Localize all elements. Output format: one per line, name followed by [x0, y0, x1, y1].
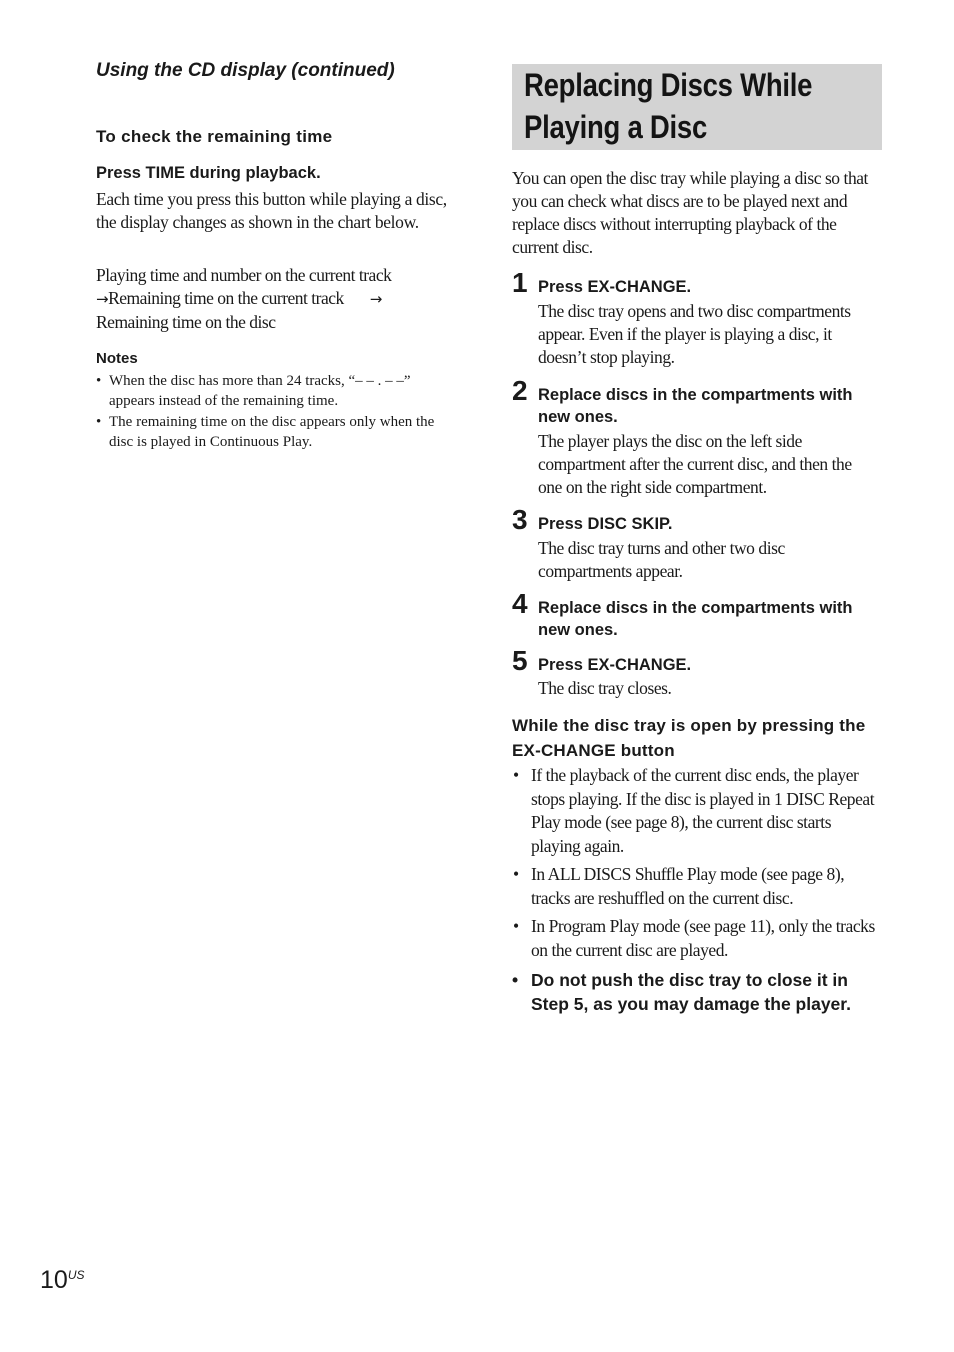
step-label: Press EX-CHANGE.: [538, 656, 692, 674]
step-label: Press DISC SKIP.: [538, 515, 673, 533]
chart-line-2-text: Remaining time on the current track: [108, 288, 344, 308]
bullet-item: [512, 863, 882, 910]
notes-heading: Notes: [96, 350, 138, 367]
page-number: [40, 1266, 84, 1295]
bullet-icon: •: [513, 916, 519, 936]
arrow-right-icon: →: [369, 290, 382, 308]
section-title-box: [512, 64, 882, 150]
note-item: [96, 372, 458, 411]
bullet-text: In Program Play mode (see page 11), only the tracks on the current disc are played.: [531, 916, 875, 960]
chart-line-1: Playing time and number on the current track: [96, 265, 392, 285]
step-number: 2: [512, 375, 528, 406]
step-number: 3: [512, 504, 528, 535]
page-number-suffix: US: [67, 1268, 85, 1282]
bullet-text: If the playback of the current disc ends, the player stops playing. If the disc is played in 1 DISC Repeat Play mode (see page 8), the current disc starts playing again.: [531, 765, 875, 856]
bullet-icon: •: [513, 864, 519, 884]
subheading-tray-open: While the disc tray is open by pressing the EX-CHANGE button: [512, 716, 866, 760]
chart-line-2: [96, 287, 456, 311]
notes-list: [96, 372, 458, 454]
step-number: 4: [512, 588, 528, 619]
step-number: 5: [512, 645, 528, 676]
bullet-icon: •: [512, 970, 519, 990]
note-text: The remaining time on the disc appears only when the disc is played in Continuous Play.: [109, 414, 435, 450]
bullet-icon: •: [513, 765, 519, 785]
instruction-press-time: Press TIME during playback.: [96, 164, 321, 182]
step-text: The disc tray closes.: [538, 678, 672, 698]
paragraph-display-changes: Each time you press this button while playing a disc, the display changes as shown in the chart below.: [96, 189, 447, 232]
bullet-icon: •: [96, 414, 102, 430]
note-text: When the disc has more than 24 tracks, “– – . – –” appears instead of the remaining time.: [109, 373, 411, 409]
section-header: Using the CD display (continued): [96, 60, 395, 81]
bullet-item: [512, 915, 882, 962]
step-text: The disc tray turns and other two disc compartments appear.: [538, 538, 785, 581]
bullet-text: In ALL DISCS Shuffle Play mode (see page 8), tracks are reshuffled on the current disc.: [531, 864, 845, 908]
bullet-item: [512, 764, 882, 858]
step-label: Replace discs in the compartments with new ones.: [538, 386, 853, 426]
page-number-value: 10: [40, 1266, 68, 1294]
arrow-right-icon: →: [96, 290, 109, 308]
step-text: The disc tray opens and two disc compartments appear. Even if the player is playing a disc, it doesn’t stop playing.: [538, 301, 851, 367]
step-text: The player plays the disc on the left side compartment after the current disc, and then the one on the right side compartment.: [538, 431, 852, 497]
page-title: [524, 64, 812, 148]
step-label: Press EX-CHANGE.: [538, 278, 692, 296]
warning-text: Do not push the disc tray to close it in Step 5, as you may damage the player.: [531, 970, 851, 1014]
step-label: Replace discs in the compartments with new ones.: [538, 599, 853, 639]
chart-line-3: Remaining time on the disc: [96, 312, 276, 332]
title-line-1: Replacing Discs While: [524, 67, 813, 103]
note-item: [96, 413, 458, 452]
title-line-2: Playing a Disc: [524, 109, 708, 145]
intro-paragraph: You can open the disc tray while playing a disc so that you can check what discs are to be played next and replace discs without interrupting playback of the current disc.: [512, 168, 868, 257]
tray-open-bullets: [512, 764, 882, 967]
subheading-remaining-time: To check the remaining time: [96, 127, 333, 146]
bullet-icon: •: [96, 373, 102, 389]
step-number: 1: [512, 267, 528, 298]
display-chart: [96, 264, 456, 334]
